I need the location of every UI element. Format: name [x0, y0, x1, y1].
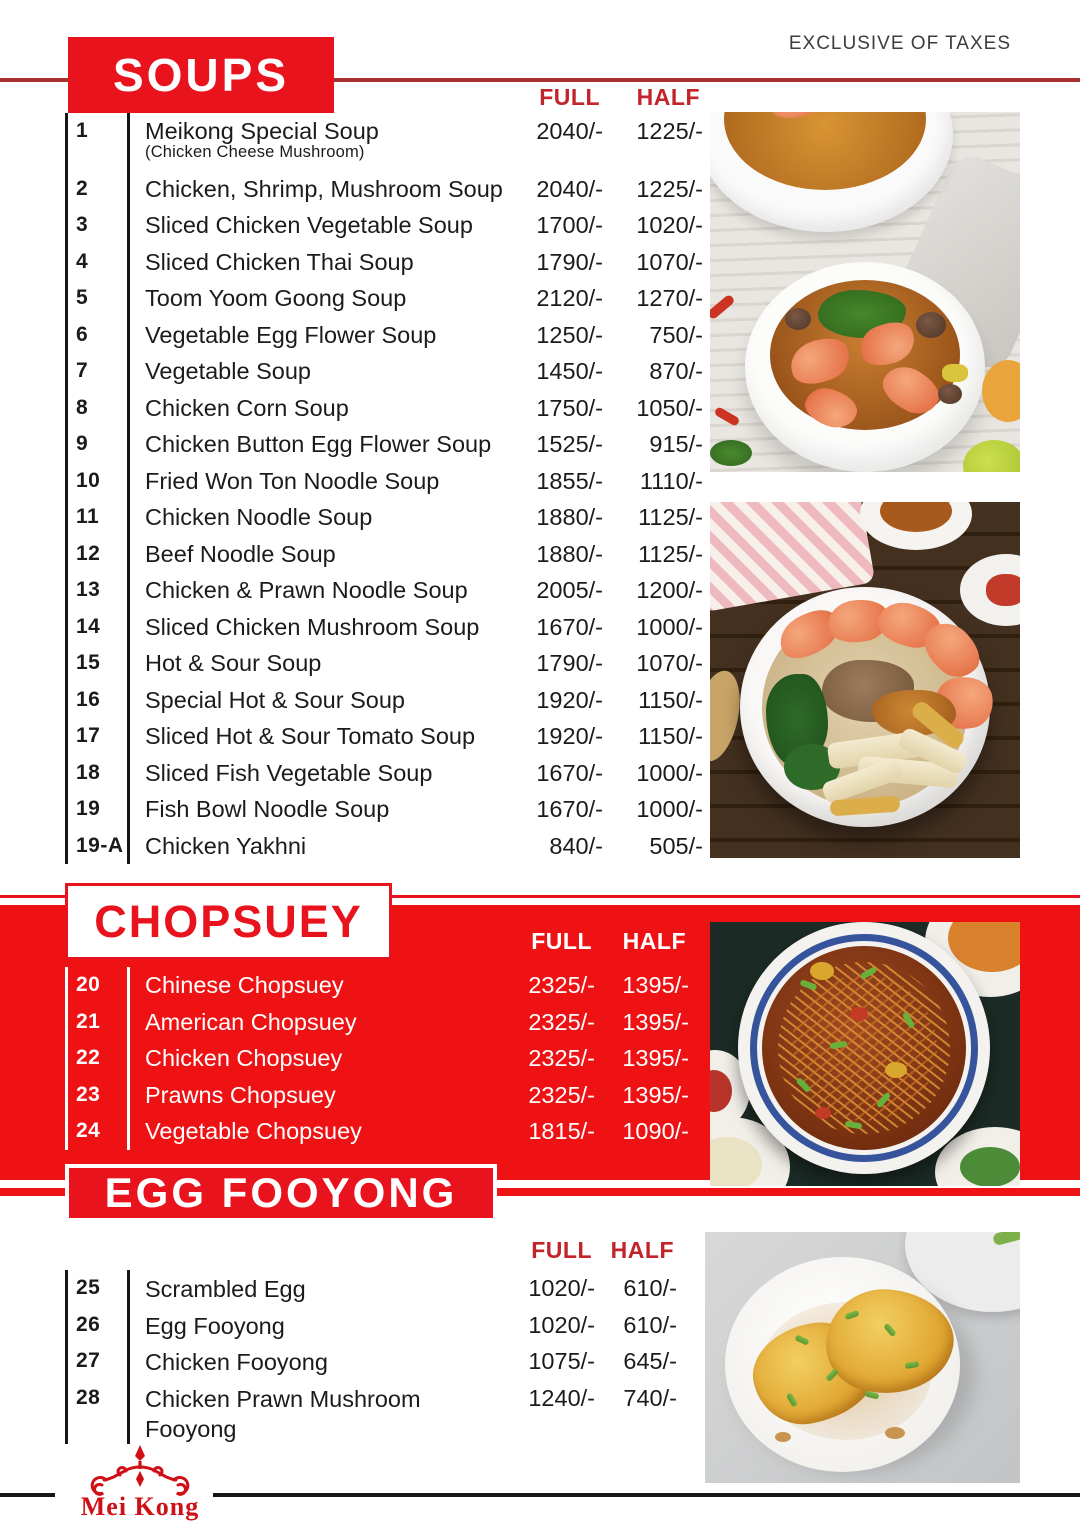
lime [963, 440, 1020, 472]
item-price-half: 870/- [649, 358, 703, 384]
mushroom [785, 308, 811, 330]
item-name-text: Sliced Chicken Thai Soup [145, 248, 414, 275]
item-price-half: 1150/- [638, 723, 703, 749]
lemongrass-bit [942, 364, 968, 382]
item-price-half: 1090/- [622, 1118, 689, 1144]
item-price-half: 610/- [623, 1275, 677, 1301]
menu-item-row [68, 609, 703, 646]
item-price-full: 2040/- [536, 175, 603, 202]
tax-note: EXCLUSIVE OF TAXES [788, 33, 1011, 54]
menu-item-row [68, 353, 703, 390]
item-name-text: Chicken, Shrimp, Mushroom Soup [145, 175, 503, 202]
item-number: 6 [68, 317, 130, 354]
item-name [130, 791, 508, 828]
item-price-full: 1075/- [528, 1348, 595, 1374]
menu-item-row [68, 967, 689, 1004]
bottom-divider-line [213, 1493, 1080, 1497]
item-name-text: Beef Noodle Soup [145, 540, 336, 567]
tomato-bit [815, 1107, 831, 1119]
item-name [130, 682, 508, 719]
item-number: 19 [68, 791, 130, 828]
item-price-half: 1070/- [636, 248, 703, 275]
menu-item-row [68, 463, 703, 500]
photo-detail [138, 1461, 141, 1469]
spacer [65, 928, 497, 955]
item-name-text: Special Hot & Sour Soup [145, 686, 405, 713]
menu-item-row [68, 828, 703, 865]
item-number: 21 [68, 1004, 130, 1041]
item-price-full: 1790/- [536, 248, 603, 275]
pepper-bit [885, 1062, 907, 1078]
item-name-text: American Chopsuey [145, 1008, 357, 1035]
item-name-text: Sliced Hot & Sour Tomato Soup [145, 723, 476, 749]
item-name [130, 828, 508, 865]
item-number: 1 [68, 113, 130, 171]
column-header-half: HALF [622, 928, 686, 954]
item-number: 19-A [68, 828, 130, 865]
menu-item-row [68, 280, 703, 317]
item-name [130, 718, 508, 755]
item-name [130, 207, 508, 244]
item-name [130, 1077, 500, 1114]
item-number: 12 [68, 536, 130, 573]
item-price-full: 2005/- [536, 577, 603, 603]
item-price-full: 1920/- [536, 686, 603, 713]
item-name-text: Chicken Noodle Soup [145, 504, 373, 530]
spacer [65, 1237, 497, 1264]
item-price-full: 1670/- [536, 759, 603, 786]
item-name-text: Sliced Chicken Vegetable Soup [145, 212, 473, 238]
item-number: 11 [68, 499, 130, 536]
item-price-full: 2120/- [536, 285, 603, 311]
item-price-full: 1020/- [528, 1311, 595, 1338]
item-name [130, 572, 508, 609]
item-name-text: Chicken Prawn Mushroom Fooyong [145, 1385, 421, 1442]
item-name-text: Fried Won Ton Noodle Soup [145, 467, 440, 494]
item-price-half: 1125/- [638, 540, 703, 567]
item-number: 16 [68, 682, 130, 719]
item-price-full: 2325/- [528, 1081, 595, 1108]
item-price-half: 1110/- [639, 467, 703, 494]
item-name-text: Prawns Chopsuey [145, 1081, 336, 1108]
item-price-half: 1000/- [636, 613, 703, 640]
menu-item-row [68, 244, 703, 281]
item-name-text: Fish Bowl Noodle Soup [145, 796, 390, 822]
item-price-full: 1790/- [536, 650, 603, 676]
item-price-full: 1855/- [536, 467, 603, 494]
item-price-full: 2325/- [528, 1045, 595, 1071]
item-name-text: Chinese Chopsuey [145, 972, 344, 998]
sauce-drip [775, 1432, 791, 1442]
item-price-half: 1050/- [636, 394, 703, 421]
mushroom [938, 384, 962, 404]
menu-item-row [68, 113, 703, 171]
item-price-full: 1525/- [536, 431, 603, 457]
menu-item-row [68, 682, 703, 719]
item-name [130, 353, 508, 390]
meikong-logo [70, 1441, 210, 1525]
item-number: 28 [68, 1380, 130, 1444]
item-price-half: 505/- [649, 832, 703, 859]
egg-fooyong-item-list [65, 1270, 677, 1444]
section-title-egg-fooyong [65, 1164, 497, 1222]
chili [713, 406, 740, 427]
item-price-half: 1270/- [636, 285, 703, 311]
pepper-bit [810, 962, 834, 980]
menu-item-row [68, 426, 703, 463]
sauce-drip [885, 1427, 905, 1439]
item-price-full: 1880/- [536, 504, 603, 530]
item-price-half: 740/- [623, 1384, 677, 1411]
item-name-text: Vegetable Egg Flower Soup [145, 321, 437, 348]
item-name [130, 609, 508, 646]
item-price-full: 1250/- [536, 321, 603, 348]
item-price-full: 1670/- [536, 796, 603, 822]
item-number: 24 [68, 1113, 130, 1150]
item-name [130, 1113, 500, 1150]
item-name-text: Toom Yoom Goong Soup [145, 285, 407, 311]
menu-item-row [68, 1343, 677, 1380]
item-number: 22 [68, 1040, 130, 1077]
tom-yum-shrimp-soup-photo [710, 112, 1020, 472]
menu-item-row [68, 1307, 677, 1344]
item-price-full: 1700/- [536, 212, 603, 238]
greens [960, 1147, 1020, 1186]
item-name [130, 1270, 500, 1307]
item-name-text: Chicken Fooyong [145, 1349, 328, 1375]
item-price-half: 1070/- [636, 650, 703, 676]
item-name [130, 244, 508, 281]
item-name-text: Vegetable Chopsuey [145, 1118, 362, 1144]
item-price-full: 1020/- [528, 1275, 595, 1301]
item-number: 8 [68, 390, 130, 427]
section-title-label: CHOPSUEY [94, 895, 363, 947]
item-price-full: 1670/- [536, 613, 603, 640]
egg-fooyong-column-headers [65, 1237, 674, 1264]
column-header-half: HALF [610, 1237, 674, 1263]
chopsuey-column-headers [65, 928, 686, 955]
chopsuey-item-list [65, 967, 689, 1150]
item-name-text: Chicken Yakhni [145, 832, 307, 859]
item-number: 13 [68, 572, 130, 609]
egg-fooyong-photo [705, 1232, 1020, 1483]
item-name-text: Scrambled Egg [145, 1276, 306, 1302]
item-name [130, 1343, 500, 1380]
cilantro-sprig [710, 440, 752, 466]
menu-item-row [68, 1004, 689, 1041]
item-name-text: Chicken Chopsuey [145, 1045, 343, 1071]
meikong-logo-graphic [70, 1441, 210, 1525]
item-name-text: Meikong Special Soup [145, 118, 379, 144]
prawn-noodle-soup-photo [710, 502, 1020, 858]
item-price-full: 1880/- [536, 540, 603, 567]
item-number: 14 [68, 609, 130, 646]
item-name [130, 536, 508, 573]
item-name [130, 645, 508, 682]
item-name-text: Vegetable Soup [145, 358, 311, 384]
item-number: 9 [68, 426, 130, 463]
item-number: 10 [68, 463, 130, 500]
item-price-full: 2325/- [528, 1008, 595, 1035]
item-name [130, 426, 508, 463]
item-name [130, 1004, 500, 1041]
item-price-half: 1125/- [638, 504, 703, 530]
menu-item-row [68, 317, 703, 354]
column-header-full: FULL [531, 928, 592, 954]
item-price-full: 2040/- [536, 118, 603, 144]
menu-item-row [68, 171, 703, 208]
item-name [130, 1307, 500, 1344]
menu-item-row [68, 572, 703, 609]
item-number: 23 [68, 1077, 130, 1114]
item-number: 3 [68, 207, 130, 244]
item-price-full: 2325/- [528, 972, 595, 998]
item-name-text: Chicken Button Egg Flower Soup [145, 431, 492, 457]
column-header-half: HALF [636, 84, 700, 110]
item-price-half: 610/- [623, 1311, 677, 1338]
item-name [130, 280, 508, 317]
pickle [986, 574, 1020, 606]
item-price-half: 1000/- [636, 759, 703, 786]
orange-slice [982, 360, 1020, 422]
menu-item-row [68, 1040, 689, 1077]
item-name-text: Chicken Corn Soup [145, 394, 349, 421]
item-price-full: 1450/- [536, 358, 603, 384]
item-price-full: 1750/- [536, 394, 603, 421]
mushroom [916, 312, 946, 338]
menu-item-row [68, 1077, 689, 1114]
item-price-half: 1395/- [622, 1081, 689, 1108]
item-price-half: 1225/- [636, 118, 703, 144]
item-number: 5 [68, 280, 130, 317]
item-name [130, 1040, 500, 1077]
section-title-label: EGG FOOYONG [104, 1169, 458, 1216]
menu-item-row [68, 390, 703, 427]
item-number: 26 [68, 1307, 130, 1344]
item-number: 27 [68, 1343, 130, 1380]
item-number: 25 [68, 1270, 130, 1307]
soups-item-list [65, 113, 703, 864]
item-price-half: 750/- [649, 321, 703, 348]
item-price-half: 645/- [623, 1348, 677, 1374]
item-number: 4 [68, 244, 130, 281]
item-name-text: Chicken & Prawn Noodle Soup [145, 577, 468, 603]
item-price-half: 1020/- [636, 212, 703, 238]
column-header-full: FULL [531, 1237, 592, 1263]
item-name [130, 113, 508, 171]
item-name [130, 499, 508, 536]
spacer [65, 84, 505, 111]
item-name [130, 463, 508, 500]
item-price-full: 1240/- [528, 1384, 595, 1411]
item-price-half: 1150/- [638, 686, 703, 713]
item-price-half: 1000/- [636, 796, 703, 822]
item-name [130, 755, 508, 792]
item-name-text: Egg Fooyong [145, 1312, 285, 1339]
column-header-full: FULL [539, 84, 600, 110]
photo-detail [135, 1445, 145, 1461]
menu-item-row [68, 645, 703, 682]
item-subtitle: (Chicken Cheese Mushroom) [145, 142, 365, 161]
item-price-half: 1225/- [636, 175, 703, 202]
menu-item-row [68, 791, 703, 828]
item-number: 17 [68, 718, 130, 755]
chili [710, 294, 736, 321]
item-name [130, 1380, 500, 1444]
item-price-half: 915/- [649, 431, 703, 457]
item-price-full: 1920/- [536, 723, 603, 749]
item-price-half: 1395/- [622, 972, 689, 998]
menu-item-row [68, 1380, 677, 1444]
item-name-text: Sliced Chicken Mushroom Soup [145, 613, 480, 640]
menu-item-row [68, 1270, 677, 1307]
item-number: 18 [68, 755, 130, 792]
item-number: 2 [68, 171, 130, 208]
tomato-bit [850, 1007, 868, 1021]
item-price-full: 1815/- [528, 1118, 595, 1144]
soups-column-headers [65, 84, 700, 111]
item-name [130, 317, 508, 354]
item-name [130, 967, 500, 1004]
photo-detail [136, 1471, 144, 1487]
menu-item-row [68, 718, 703, 755]
item-number: 7 [68, 353, 130, 390]
section-title-label: SOUPS [112, 49, 290, 101]
menu-item-row [68, 755, 703, 792]
item-name-text: Hot & Sour Soup [145, 650, 322, 676]
item-name-text: Sliced Fish Vegetable Soup [145, 759, 433, 786]
item-price-half: 1395/- [622, 1045, 689, 1071]
menu-item-row [68, 499, 703, 536]
item-price-half: 1395/- [622, 1008, 689, 1035]
item-number: 20 [68, 967, 130, 1004]
item-name [130, 390, 508, 427]
chopsuey-bowl-photo [710, 922, 1020, 1186]
item-name [130, 171, 508, 208]
item-price-half: 1200/- [636, 577, 703, 603]
menu-item-row [68, 1113, 689, 1150]
bottom-divider-line [0, 1493, 55, 1497]
item-number: 15 [68, 645, 130, 682]
menu-item-row [68, 207, 703, 244]
menu-item-row [68, 536, 703, 573]
item-price-full: 840/- [549, 832, 603, 859]
logo-wordmark: Mei Kong [80, 1492, 200, 1521]
